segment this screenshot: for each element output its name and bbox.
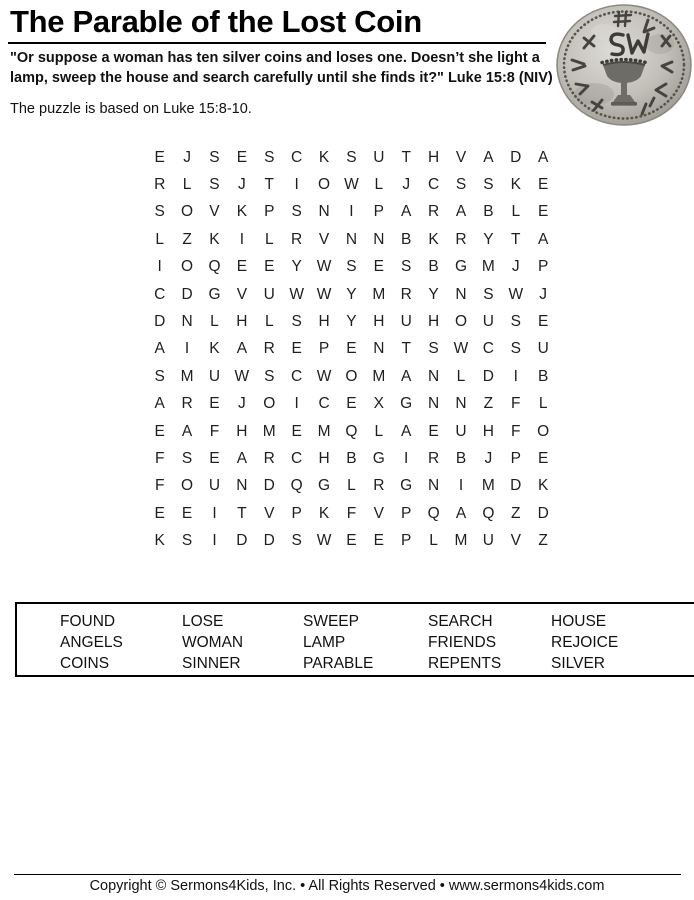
grid-letter-r5c1: I (157, 258, 162, 276)
grid-letter-r5c9: E (373, 258, 384, 276)
word-list-item: WOMAN (182, 634, 244, 651)
grid-letter-r4c15: A (537, 230, 549, 248)
grid-letter-r1c10: T (401, 148, 411, 166)
page-title: The Parable of the Lost Coin (10, 4, 422, 39)
grid-letter-r6c10: R (400, 285, 412, 303)
grid-letter-r5c2: O (181, 258, 194, 276)
grid-letter-r13c8: L (347, 477, 356, 495)
grid-letter-r6c11: Y (428, 285, 439, 303)
grid-letter-r15c8: E (346, 532, 357, 550)
grid-letter-r4c8: N (345, 230, 358, 248)
grid-letter-r2c5: T (264, 176, 274, 194)
grid-letter-r7c12: O (454, 313, 468, 331)
grid-letter-r1c1: E (154, 148, 165, 166)
grid-letter-r3c14: L (511, 203, 521, 221)
grid-letter-r5c12: G (454, 258, 468, 276)
grid-letter-r13c15: K (537, 477, 549, 495)
grid-letter-r14c11: Q (427, 504, 440, 522)
grid-letter-r6c9: M (372, 285, 386, 303)
grid-letter-r14c15: D (537, 504, 549, 522)
grid-letter-r9c8: O (345, 367, 358, 385)
grid-letter-r15c13: U (482, 532, 494, 550)
grid-letter-r13c11: N (428, 477, 440, 495)
grid-letter-r10c15: L (538, 395, 548, 413)
word-list-column-2 (182, 611, 303, 674)
grid-letter-r4c13: Y (483, 230, 494, 248)
grid-letter-r11c7: M (317, 422, 331, 440)
grid-letter-r15c14: V (510, 532, 521, 550)
grid-letter-r6c4: V (236, 285, 248, 303)
grid-letter-r4c1: L (155, 230, 164, 248)
grid-letter-r14c1: E (154, 504, 165, 522)
grid-letter-r8c11: S (428, 340, 439, 358)
grid-letter-r14c4: T (237, 504, 247, 522)
grid-letter-r1c15: A (537, 148, 549, 166)
grid-letter-r7c14: S (510, 313, 521, 331)
grid-letter-r3c12: A (455, 203, 467, 221)
grid-letter-r4c14: T (511, 230, 521, 248)
grid-letter-r11c5: M (262, 422, 276, 440)
grid-letter-r1c11: H (428, 148, 440, 166)
word-list-item: REJOICE (551, 634, 619, 651)
grid-letter-r12c14: P (510, 449, 521, 467)
grid-letter-r3c15: E (537, 203, 549, 221)
grid-letter-r1c4: E (236, 148, 248, 166)
grid-letter-r14c7: K (318, 504, 330, 522)
grid-letter-r8c12: W (453, 340, 469, 358)
grid-letter-r12c4: A (236, 449, 248, 467)
scripture-quote-line-2: lamp, sweep the house and search carefully until she finds it?" Luke 15:8 (NIV) (10, 69, 553, 86)
grid-letter-r11c9: L (374, 422, 384, 440)
grid-letter-r15c7: W (316, 532, 332, 550)
grid-letter-r8c10: T (401, 340, 411, 358)
grid-letter-r10c4: J (237, 395, 246, 413)
grid-letter-r12c13: J (484, 449, 493, 467)
grid-letter-r1c13: A (483, 148, 494, 166)
grid-letter-r11c4: H (236, 422, 248, 440)
grid-letter-r8c3: K (209, 340, 220, 358)
grid-letter-r9c7: W (316, 367, 332, 385)
grid-letter-r6c15: J (539, 285, 548, 303)
grid-letter-r2c14: K (510, 176, 521, 194)
grid-letter-r12c11: R (428, 449, 440, 467)
grid-letter-r12c3: E (209, 449, 220, 467)
grid-letter-r9c14: I (513, 367, 518, 385)
grid-letter-r9c4: W (234, 367, 250, 385)
grid-letter-r14c13: Q (482, 504, 495, 522)
grid-letter-r7c7: H (318, 313, 330, 331)
grid-letter-r2c8: W (344, 176, 359, 194)
grid-letter-r10c8: E (346, 395, 357, 413)
grid-letter-r6c7: W (316, 285, 332, 303)
grid-letter-r13c1: F (154, 477, 165, 495)
word-list-item: REPENTS (428, 655, 502, 672)
grid-letter-r5c6: Y (291, 258, 302, 276)
grid-letter-r4c5: L (264, 230, 274, 248)
grid-letter-r9c2: M (180, 367, 194, 385)
grid-letter-r11c11: E (428, 422, 439, 440)
grid-letter-r6c3: G (208, 285, 221, 303)
grid-letter-r7c4: H (236, 313, 248, 331)
grid-letter-r8c4: A (236, 340, 248, 358)
grid-letter-r5c14: J (511, 258, 520, 276)
grid-letter-r13c14: D (510, 477, 522, 495)
grid-letter-r3c7: N (318, 203, 330, 221)
word-list-box (15, 602, 694, 677)
grid-letter-r8c15: U (537, 340, 549, 358)
grid-letter-r15c6: S (291, 532, 302, 550)
word-search-grid (146, 144, 557, 555)
grid-letter-r10c3: E (209, 395, 220, 413)
grid-letter-r9c1: S (154, 367, 165, 385)
grid-letter-r14c9: V (373, 504, 384, 522)
grid-letter-r4c7: V (318, 230, 330, 248)
grid-letter-r15c3: I (212, 532, 217, 550)
word-list-item: PARABLE (303, 655, 374, 672)
grid-letter-r3c2: O (181, 203, 194, 221)
grid-letter-r10c11: N (428, 395, 440, 413)
grid-letter-r8c14: S (510, 340, 521, 358)
grid-letter-r3c10: A (401, 203, 412, 221)
grid-letter-r8c5: R (263, 340, 275, 358)
grid-letter-r10c14: F (511, 395, 521, 413)
grid-letter-r2c13: S (483, 176, 494, 194)
grid-letter-r5c3: Q (208, 258, 221, 276)
grid-letter-r8c2: I (184, 340, 190, 358)
scripture-quote-line-1: "Or suppose a woman has ten silver coins and loses one. Doesn’t she light a (10, 50, 540, 66)
grid-letter-r12c2: S (181, 449, 193, 467)
ancient-coin-image (554, 2, 694, 128)
grid-letter-r5c7: W (316, 258, 332, 276)
grid-letter-r6c6: W (289, 285, 304, 303)
word-list-item: FOUND (60, 613, 116, 630)
grid-letter-r7c9: H (373, 313, 385, 331)
grid-letter-r1c12: V (455, 148, 467, 166)
grid-letter-r9c13: D (482, 367, 494, 385)
grid-letter-r15c2: S (181, 532, 193, 550)
puzzle-basis-note: The puzzle is based on Luke 15:8-10. (10, 101, 252, 117)
grid-letter-r4c3: K (209, 230, 220, 248)
grid-letter-r8c7: P (318, 340, 330, 358)
grid-letter-r15c12: M (454, 532, 468, 550)
grid-letter-r4c4: I (239, 230, 245, 248)
grid-letter-r14c3: I (212, 504, 217, 522)
grid-letter-r10c10: G (400, 395, 413, 413)
grid-letter-r9c5: S (264, 367, 275, 385)
grid-letter-r6c13: S (483, 285, 494, 303)
grid-letter-r2c4: J (237, 176, 246, 194)
grid-letter-r15c15: Z (538, 532, 548, 550)
word-list-item: SILVER (551, 655, 605, 672)
grid-letter-r3c6: S (291, 203, 302, 221)
word-list-item: SINNER (182, 655, 241, 672)
grid-letter-r11c2: A (181, 422, 193, 440)
grid-letter-r8c1: A (154, 340, 165, 358)
grid-letter-r11c15: O (537, 422, 550, 440)
grid-letter-r2c15: E (537, 176, 549, 194)
grid-letter-r4c11: K (428, 230, 439, 248)
grid-letter-r9c10: A (401, 367, 412, 385)
grid-letter-r5c10: S (401, 258, 412, 276)
grid-letter-r8c13: C (482, 340, 494, 358)
grid-letter-r14c8: F (346, 504, 357, 522)
word-list-item: LOSE (182, 613, 224, 630)
grid-letter-r7c10: U (400, 313, 412, 331)
grid-letter-r9c9: M (372, 367, 386, 385)
title-underline (8, 42, 546, 44)
grid-letter-r10c12: N (455, 395, 467, 413)
grid-letter-r4c2: Z (182, 230, 192, 248)
grid-letter-r9c15: B (537, 367, 549, 385)
grid-letter-r7c11: H (428, 313, 440, 331)
grid-letter-r2c12: S (455, 176, 467, 194)
grid-letter-r3c3: V (209, 203, 220, 221)
grid-letter-r4c6: R (291, 230, 303, 248)
grid-letter-r3c13: B (483, 203, 494, 221)
grid-letter-r6c14: W (508, 285, 524, 303)
grid-letter-r1c5: S (264, 148, 275, 166)
grid-letter-r5c11: B (428, 258, 439, 276)
grid-letter-r1c8: S (346, 148, 357, 166)
word-list-item: HOUSE (551, 613, 607, 630)
grid-letter-r11c13: H (482, 422, 494, 440)
grid-letter-r13c10: G (400, 477, 413, 495)
grid-letter-r1c7: K (318, 148, 330, 166)
grid-letter-r11c12: U (455, 422, 467, 440)
grid-letter-r12c9: G (372, 449, 385, 467)
grid-letter-r1c6: C (291, 148, 303, 166)
grid-letter-r13c13: M (481, 477, 495, 495)
word-list-item: SEARCH (428, 613, 493, 630)
grid-letter-r10c1: A (154, 395, 165, 413)
grid-letter-r9c6: C (291, 367, 303, 385)
grid-letter-r3c11: R (428, 203, 440, 221)
grid-letter-r1c2: J (183, 148, 191, 166)
grid-letter-r10c6: I (294, 395, 299, 413)
grid-letter-r2c7: O (318, 176, 331, 194)
grid-letter-r3c8: I (349, 203, 354, 221)
grid-letter-r11c8: Q (345, 422, 358, 440)
grid-letter-r4c10: B (401, 230, 412, 248)
grid-letter-r15c9: E (373, 532, 384, 550)
grid-letter-r7c1: D (154, 313, 166, 331)
grid-letter-r12c12: B (455, 449, 467, 467)
grid-letter-r12c6: C (291, 449, 303, 467)
grid-letter-r12c15: E (537, 449, 549, 467)
grid-letter-r12c5: R (263, 449, 275, 467)
copyright-text: Copyright © Sermons4Kids, Inc. • All Rights Reserved • www.sermons4kids.com (89, 878, 605, 894)
grid-letter-r10c9: X (373, 395, 384, 413)
grid-letter-r10c13: Z (483, 395, 494, 413)
word-list-item: ANGELS (60, 634, 123, 651)
grid-letter-r14c14: Z (511, 504, 521, 522)
grid-letter-r2c1: R (154, 176, 166, 194)
grid-letter-r15c4: D (236, 532, 248, 550)
grid-letter-r7c3: L (210, 313, 219, 331)
grid-letter-r13c7: G (318, 477, 331, 495)
grid-letter-r7c13: U (482, 313, 494, 331)
grid-letter-r8c9: N (373, 340, 385, 358)
grid-letter-r6c5: U (263, 285, 275, 303)
grid-letter-r13c5: D (263, 477, 275, 495)
word-list-column-1 (60, 611, 182, 674)
grid-letter-r7c5: L (264, 313, 274, 331)
grid-letter-r13c9: R (373, 477, 385, 495)
grid-letter-r14c10: P (401, 504, 412, 522)
grid-letter-r2c10: J (402, 176, 411, 194)
grid-letter-r13c3: U (208, 477, 221, 495)
grid-letter-r7c15: E (537, 313, 549, 331)
grid-letter-r2c2: L (182, 176, 192, 194)
grid-letter-r4c12: R (455, 230, 467, 248)
grid-letter-r5c4: E (236, 258, 248, 276)
grid-letter-r2c3: S (209, 176, 220, 194)
scripture-quote (10, 49, 570, 88)
grid-letter-r7c6: S (291, 313, 302, 331)
grid-letter-r12c8: B (346, 449, 357, 467)
word-list-column-3 (303, 611, 428, 674)
grid-letter-r12c1: F (154, 449, 165, 467)
grid-letter-r12c10: I (404, 449, 409, 467)
grid-letter-r1c9: U (373, 148, 385, 166)
grid-letter-r6c12: N (455, 285, 467, 303)
grid-letter-r5c8: S (346, 258, 357, 276)
grid-letter-r6c2: D (181, 285, 193, 303)
word-list-item: COINS (60, 655, 110, 672)
grid-letter-r3c1: S (154, 203, 165, 221)
grid-letter-r13c6: Q (290, 477, 303, 495)
word-list-column-4 (428, 611, 551, 674)
grid-letter-r11c10: A (401, 422, 412, 440)
grid-letter-r3c5: P (264, 203, 275, 221)
grid-letter-r12c7: H (318, 449, 330, 467)
grid-letter-r8c6: E (291, 340, 302, 358)
grid-letter-r10c5: O (263, 395, 276, 413)
grid-letter-r8c8: E (346, 340, 357, 358)
grid-letter-r1c3: S (209, 148, 220, 166)
grid-letter-r15c11: L (429, 532, 438, 550)
word-list-item: LAMP (303, 634, 346, 651)
grid-letter-r6c1: C (154, 285, 166, 303)
grid-letter-r13c12: I (458, 477, 464, 495)
grid-letter-r7c8: Y (346, 313, 357, 331)
footer-divider (14, 874, 681, 875)
grid-letter-r15c10: P (401, 532, 412, 550)
grid-letter-r11c1: E (154, 422, 165, 440)
grid-letter-r11c6: E (291, 422, 302, 440)
grid-letter-r10c2: R (181, 395, 193, 413)
grid-letter-r9c12: L (456, 367, 466, 385)
grid-letter-r10c7: C (318, 395, 330, 413)
grid-letter-r13c2: O (181, 477, 194, 495)
grid-letter-r2c9: L (374, 176, 384, 194)
grid-letter-r4c9: N (373, 230, 385, 248)
grid-letter-r2c11: C (428, 176, 440, 194)
word-list-item: FRIENDS (428, 634, 497, 651)
grid-letter-r5c5: E (264, 258, 275, 276)
word-list-item: SWEEP (303, 613, 359, 630)
grid-letter-r9c11: N (428, 367, 440, 385)
grid-letter-r2c6: I (294, 176, 299, 194)
grid-letter-r14c6: P (291, 504, 302, 522)
grid-letter-r11c14: F (511, 422, 521, 440)
grid-letter-r13c4: N (236, 477, 248, 495)
grid-letter-r7c2: N (181, 313, 193, 331)
grid-letter-r3c4: K (236, 203, 248, 221)
grid-letter-r14c2: E (181, 504, 193, 522)
grid-letter-r15c5: D (263, 532, 275, 550)
grid-letter-r11c3: F (209, 422, 220, 440)
grid-letter-r9c3: U (208, 367, 221, 385)
grid-letter-r14c12: A (455, 504, 467, 522)
grid-letter-r15c1: K (154, 532, 165, 550)
grid-letter-r5c15: P (537, 258, 549, 276)
grid-letter-r5c13: M (481, 258, 495, 276)
grid-letter-r1c14: D (510, 148, 522, 166)
word-list-column-5 (551, 611, 618, 674)
grid-letter-r3c9: P (373, 203, 384, 221)
grid-letter-r6c8: Y (346, 285, 357, 303)
coin-illustration (554, 2, 694, 128)
grid-letter-r14c5: V (264, 504, 275, 522)
